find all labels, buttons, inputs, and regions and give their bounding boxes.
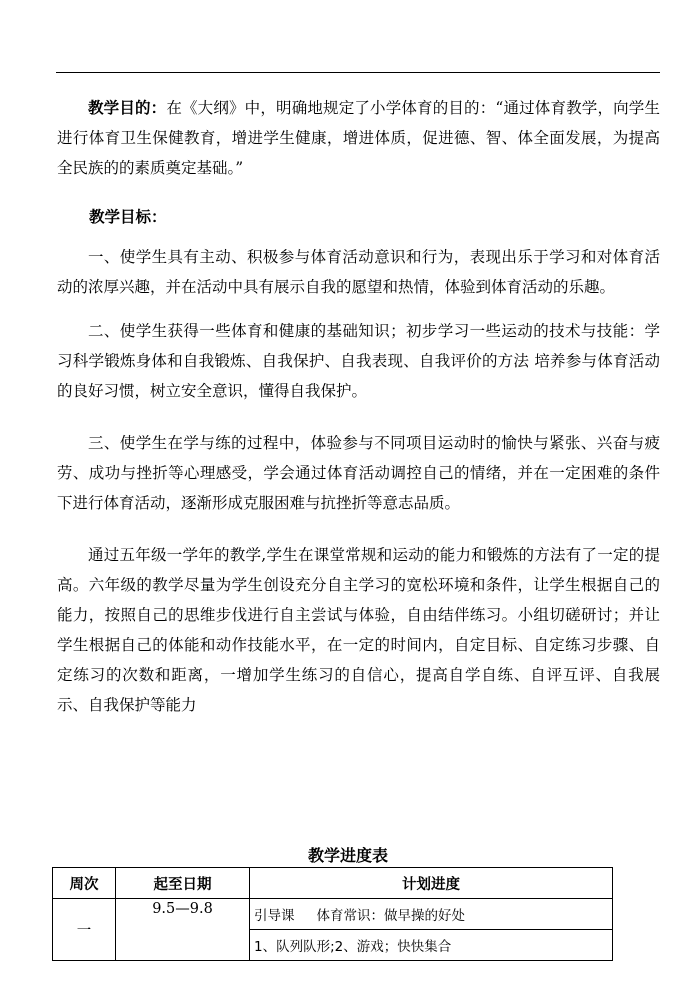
schedule-title: 教学进度表 [307, 846, 388, 865]
goal-2: 二、使学生获得一些体育和健康的基础知识；初步学习一些运动的技术与技能：学习科学锻炼身体和自我锻炼、自我保护、自我表现、自我评价的方法 培养参与体育活动的良好习惯，树立安全意识，懂得自我保护。 [57, 322, 660, 400]
header-dates: 起至日期 [116, 868, 250, 899]
goal-3: 三、使学生在学与练的过程中，体验参与不同项目运动时的愉快与紧张、兴奋与疲劳、成功与挫折等心理感受，学会通过体育活动调控自己的情绪，并在一定困难的条件下进行体育活动，逐渐形成克服困难与抗挫折等意志品质。 [57, 434, 660, 512]
table-row [53, 899, 613, 930]
plan-topic: 体育常识：做早操的好处 [316, 908, 465, 924]
goal-1: 一、使学生具有主动、积极参与体育活动意识和行为，表现出乐于学习和对体育活动的浓厚兴趣，并在活动中具有展示自我的愿望和热情，体验到体育活动的乐趣。 [57, 248, 660, 296]
goals-heading: 教学目标： [89, 207, 167, 226]
plan-lesson-type: 引导课 [254, 908, 295, 924]
header-rule [56, 72, 660, 73]
week-cell: 一 [53, 899, 116, 961]
purpose-label: 教学目的： [88, 98, 167, 117]
header-plan: 计划进度 [250, 868, 613, 899]
plan-cell-line2: 1、队列队形;2、游戏；快快集合 [250, 930, 613, 961]
summary-paragraph: 通过五年级一学年的教学,学生在课堂常规和运动的能力和锻炼的方法有了一定的提高。六年级的教学尽量为学生创设充分自主学习的宽松环境和条件，让学生根据自己的能力，按照自己的思维步伐进行自主尝试与体验，自由结伴练习。小组切磋研讨；并让学生根据自己的体能和动作技能水平，在一定的时间内，自定目标、自定练习步骤、自定练习的次数和距离，一增加学生练习的自信心，提高自学自练、自评互评、自我展示、自我保护等能力 [57, 546, 660, 714]
table-header-row [53, 868, 613, 899]
purpose-text: 在《大纲》中，明确地规定了小学体育的目的：“通过体育教学，向学生进行体育卫生保健教育，增进学生健康，增进体质，促进德、智、体全面发展，为提高全民族的的素质奠定基础。” [57, 99, 660, 177]
header-week: 周次 [53, 868, 116, 899]
schedule-table [52, 867, 613, 961]
purpose-paragraph [57, 93, 660, 183]
plan-cell-line1 [250, 899, 613, 930]
dates-cell: 9.5—9.8 [116, 899, 250, 961]
